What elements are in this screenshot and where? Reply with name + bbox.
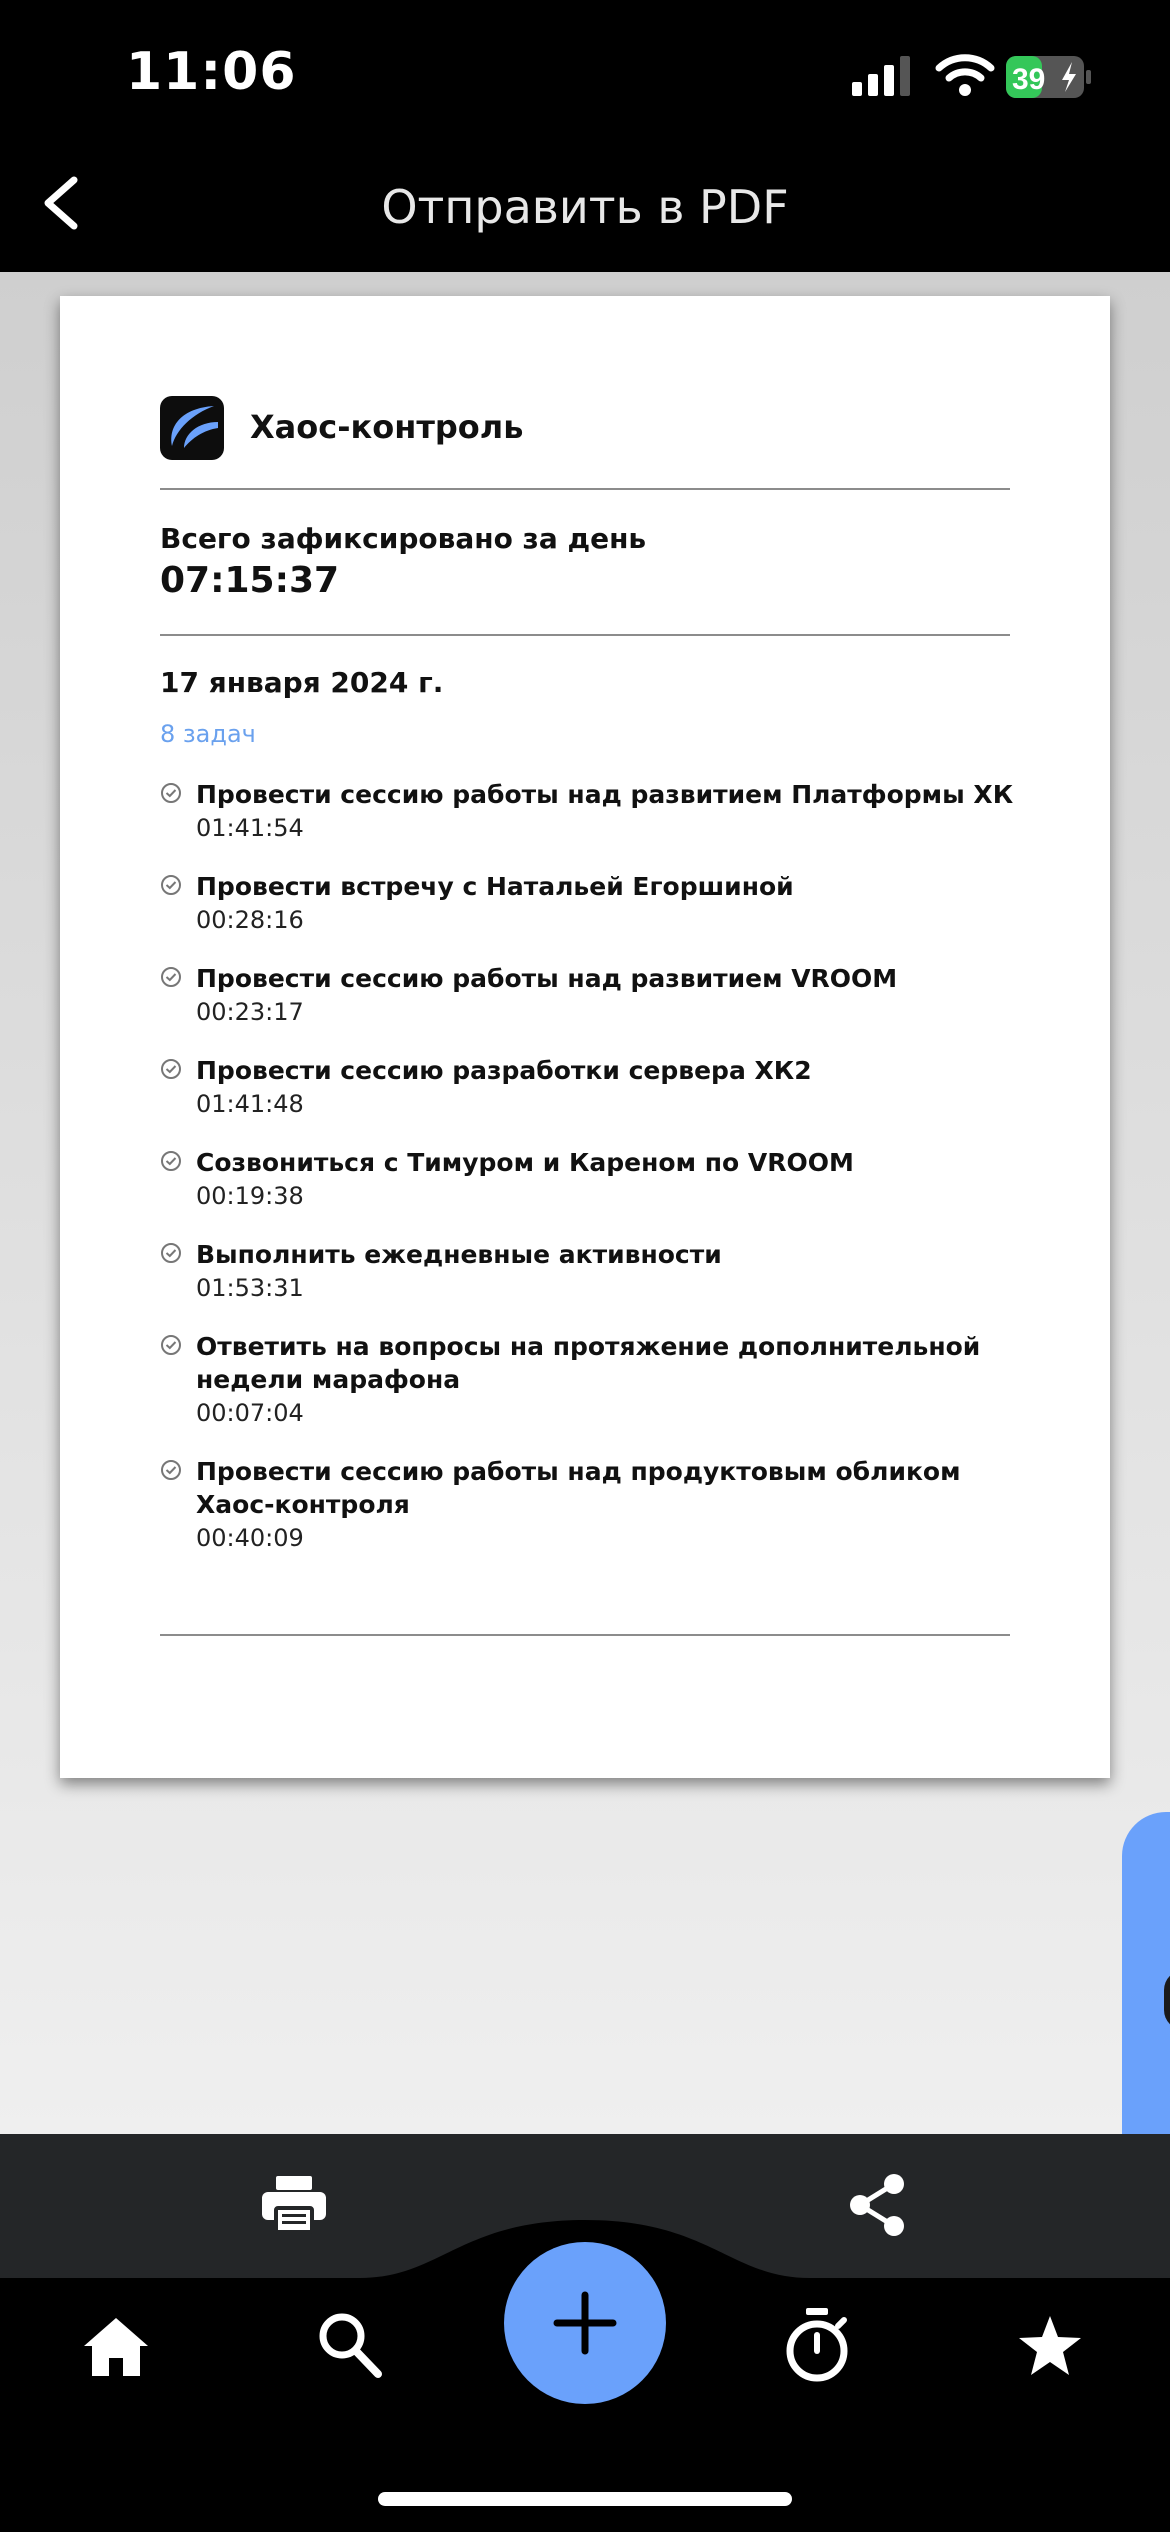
check-circle-icon: [160, 782, 182, 804]
task-list: [160, 778, 1020, 1555]
task-duration: 00:19:38: [196, 1182, 304, 1210]
total-label: Всего зафиксировано за день: [160, 522, 647, 555]
task-duration: 00:07:04: [196, 1399, 304, 1427]
check-circle-icon: [160, 966, 182, 988]
task-item: [160, 1054, 1020, 1121]
side-tab-handle: [1164, 1970, 1170, 2030]
wifi-icon: [935, 52, 995, 96]
battery-level: 39: [1012, 63, 1046, 96]
report-date: 17 января 2024 г.: [160, 666, 444, 699]
task-item: [160, 1455, 1020, 1555]
task-title: Провести сессию работы над развитием VROOM: [196, 964, 898, 993]
check-circle-icon: [160, 1459, 182, 1481]
task-title: Выполнить ежедневные активности: [196, 1240, 722, 1269]
check-circle-icon: [160, 1150, 182, 1172]
battery-icon: [1006, 56, 1092, 98]
divider: [160, 634, 1010, 636]
task-duration: 01:41:48: [196, 1090, 304, 1118]
timer-icon[interactable]: [784, 2306, 850, 2384]
plus-icon: [553, 2291, 617, 2355]
check-circle-icon: [160, 1058, 182, 1080]
task-duration: 01:41:54: [196, 814, 304, 842]
task-title: Провести сессию разработки сервера ХК2: [196, 1056, 812, 1085]
pdf-preview-area[interactable]: [0, 272, 1170, 2134]
star-icon[interactable]: [1016, 2314, 1084, 2378]
check-circle-icon: [160, 1242, 182, 1264]
app-logo-icon: [160, 396, 224, 460]
task-item: [160, 870, 1020, 937]
status-bar: [0, 0, 1170, 150]
divider: [160, 488, 1010, 490]
brand-name: Хаос-контроль: [250, 408, 524, 446]
task-duration: 00:40:09: [196, 1524, 304, 1552]
check-circle-icon: [160, 874, 182, 896]
task-item: [160, 1146, 1020, 1213]
status-time: 11:06: [126, 42, 297, 102]
total-value: 07:15:37: [160, 560, 340, 601]
task-item: [160, 1330, 1020, 1430]
task-title: Провести встречу с Натальей Егоршиной: [196, 872, 794, 901]
task-duration: 00:23:17: [196, 998, 304, 1026]
add-button[interactable]: [504, 2242, 666, 2404]
task-duration: 00:28:16: [196, 906, 304, 934]
home-indicator: [378, 2492, 792, 2506]
home-icon[interactable]: [82, 2316, 150, 2378]
task-count: 8 задач: [160, 720, 256, 748]
task-item: [160, 962, 1020, 1029]
task-item: [160, 1238, 1020, 1305]
nav-bar: [0, 150, 1170, 272]
task-duration: 01:53:31: [196, 1274, 304, 1302]
task-title: Ответить на вопросы на протяжение дополнительной недели марафона: [196, 1332, 981, 1394]
cellular-signal-icon: [852, 56, 914, 96]
pdf-page: [60, 296, 1110, 1778]
task-title: Провести сессию работы над продуктовым обликом Хаос-контроля: [196, 1457, 961, 1519]
task-item: [160, 778, 1020, 845]
check-circle-icon: [160, 1334, 182, 1356]
search-icon[interactable]: [316, 2310, 384, 2380]
task-title: Созвониться с Тимуром и Кареном по VROOM: [196, 1148, 854, 1177]
task-title: Провести сессию работы над развитием Платформы ХК: [196, 780, 1014, 809]
floating-side-tab[interactable]: [1122, 1812, 1170, 2134]
page-title: Отправить в PDF: [381, 180, 789, 234]
divider: [160, 1634, 1010, 1636]
